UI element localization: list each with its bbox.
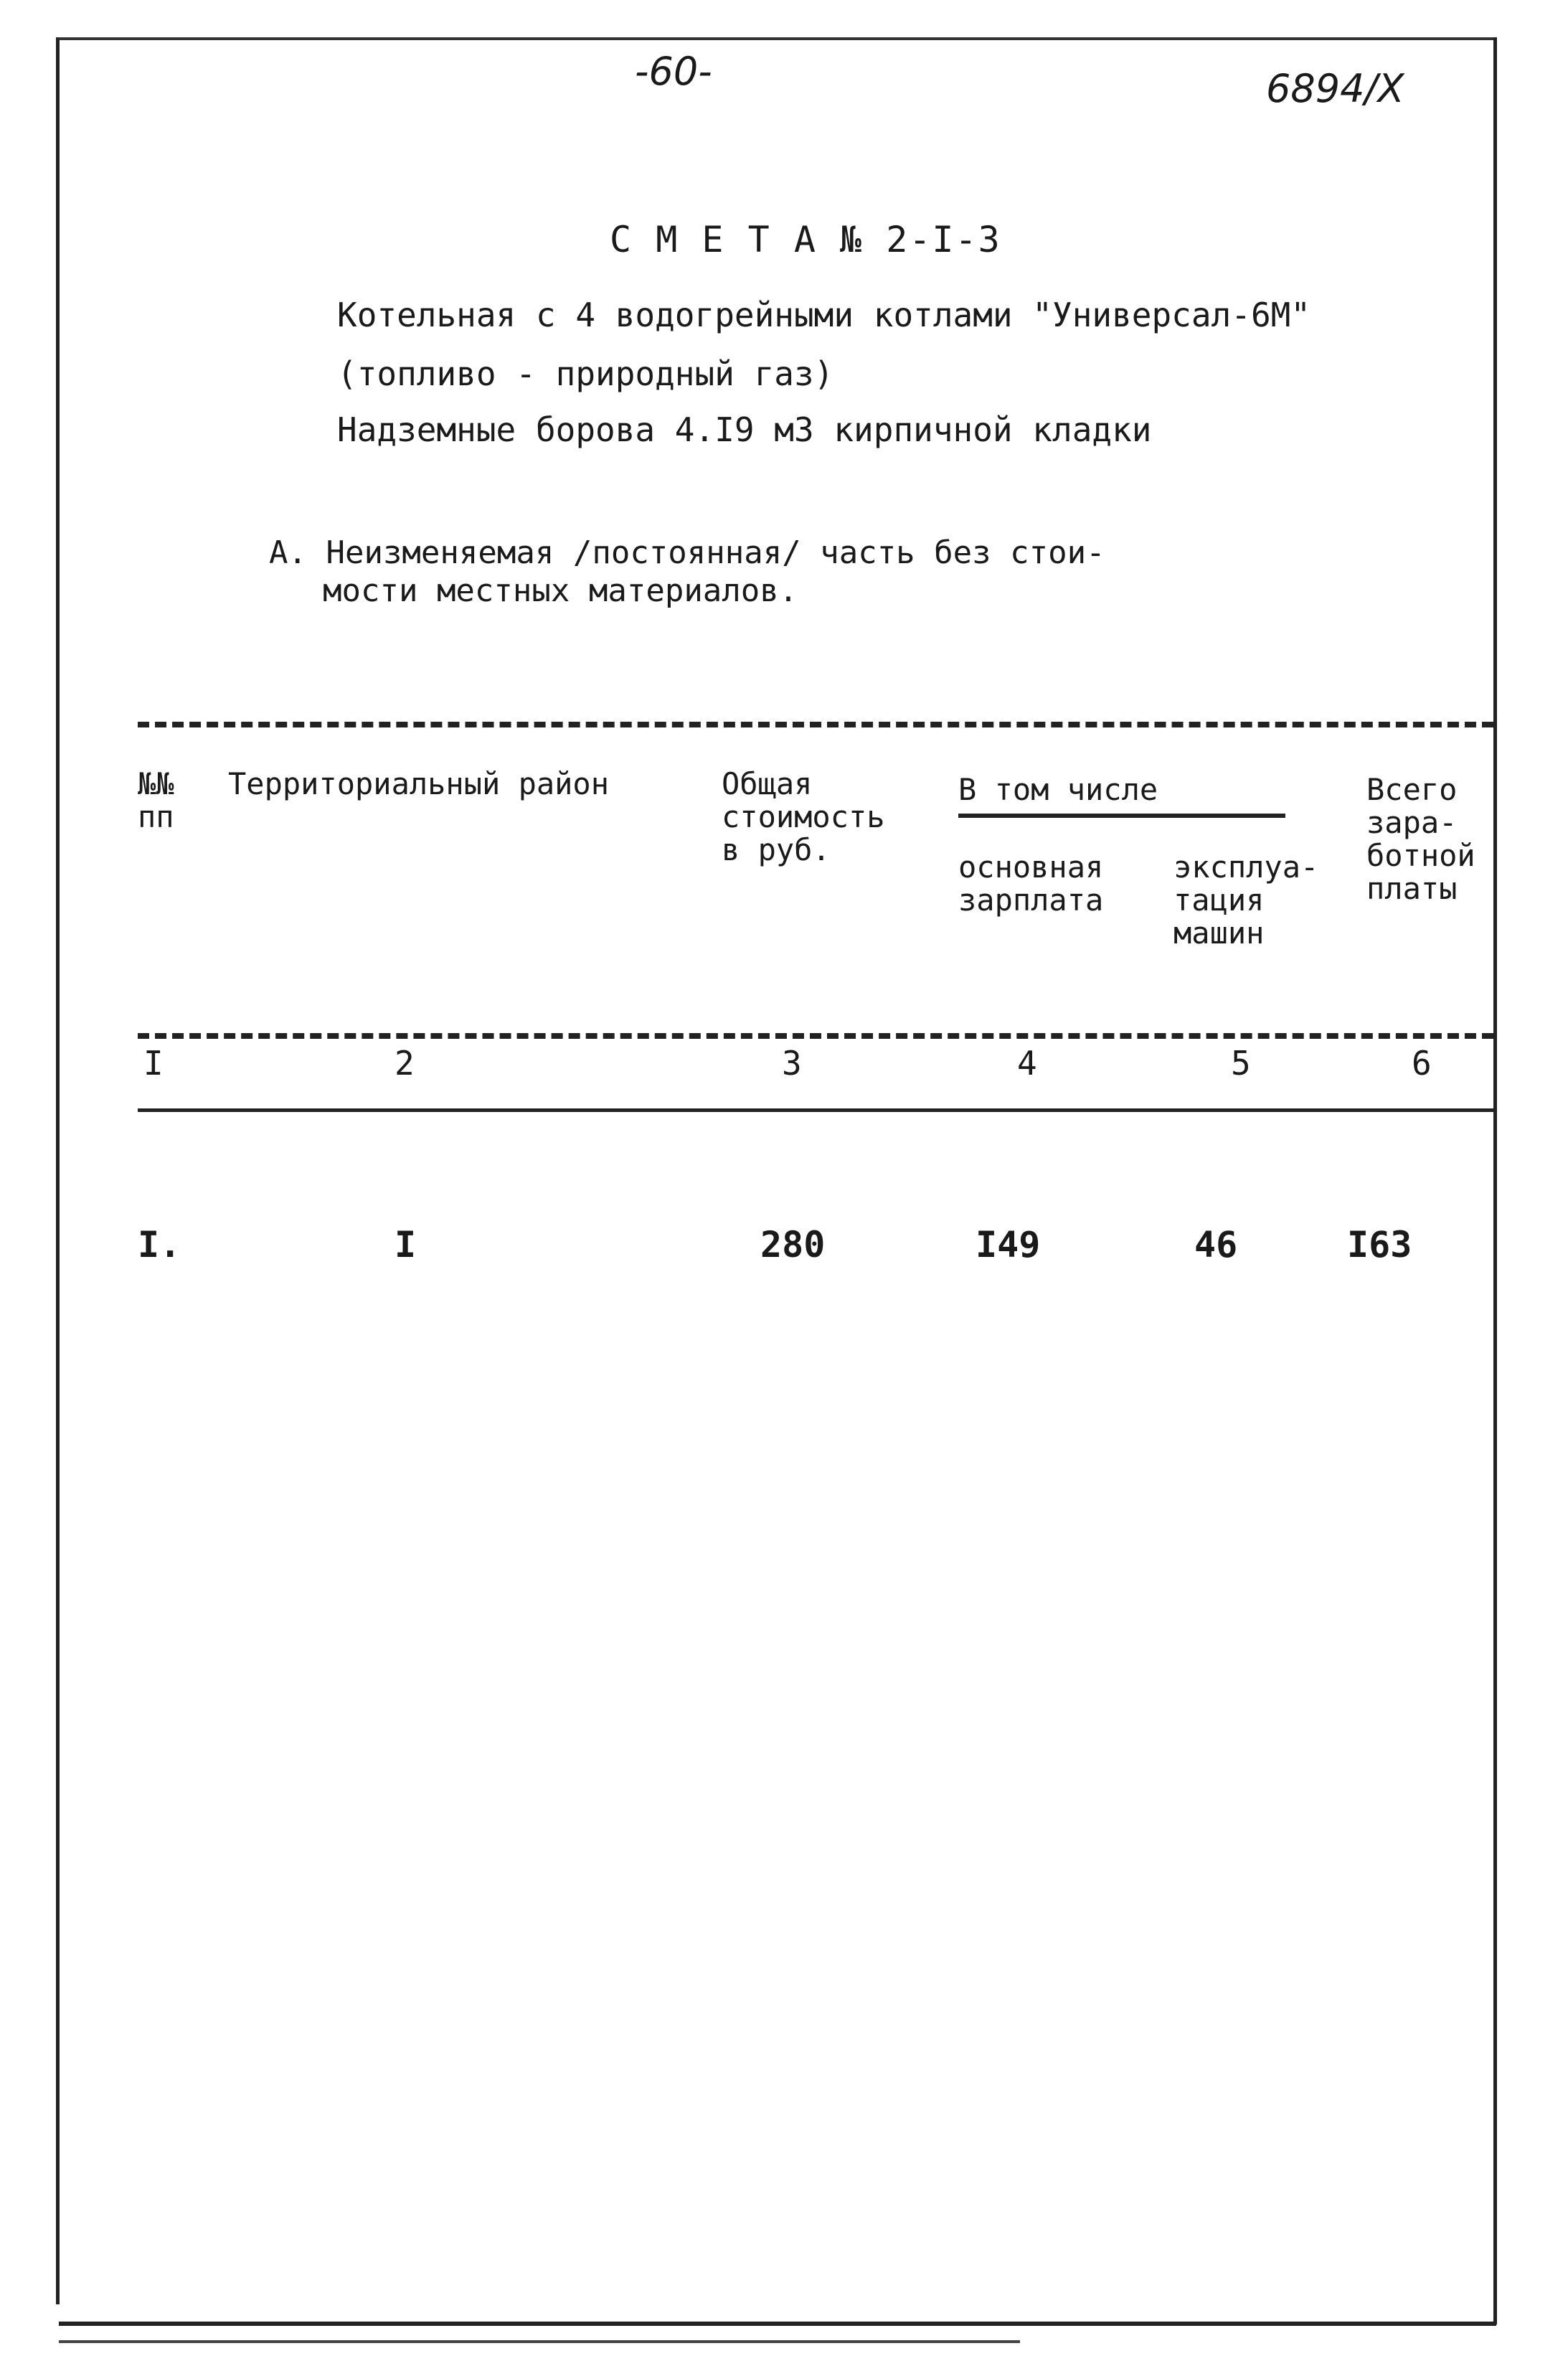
header-machine-operation: эксплуа- тация машин [1173, 849, 1319, 951]
subtitle-line-2: (топливо - природный газ) [337, 354, 834, 393]
header-bottom-rule [138, 1033, 1493, 1039]
section-a-heading-continued: мости местных материалов. [323, 572, 798, 609]
header-row-number: №№ пп [138, 766, 174, 834]
header-base-salary: основная зарплата [958, 849, 1104, 918]
page-number: -60- [635, 49, 712, 94]
header-total-wages: Всего зара- ботной платы [1366, 772, 1475, 906]
subtitle-line-1: Котельная с 4 водогрейными котлами "Универсал-6М" [337, 296, 1311, 334]
page-frame-right [1493, 37, 1497, 2324]
column-number-6: 6 [1412, 1044, 1432, 1083]
archive-number: 6894/X [1266, 66, 1404, 111]
column-number-1: I [143, 1044, 164, 1083]
header-including-group: В том числе [958, 772, 1158, 807]
row-1-total-cost: 280 [760, 1224, 826, 1266]
header-group-underline [958, 814, 1285, 818]
page-frame-bottom [59, 2322, 1496, 2326]
column-number-4: 4 [1017, 1044, 1037, 1083]
subtitle-line-3: Надземные борова 4.I9 м3 кирпичной кладки [337, 410, 1152, 449]
table-top-rule [138, 722, 1493, 727]
column-number-3: 3 [782, 1044, 802, 1083]
column-number-2: 2 [395, 1044, 415, 1083]
column-number-5: 5 [1231, 1044, 1251, 1083]
row-1-district: I [395, 1224, 417, 1266]
row-1-total-wages: I63 [1347, 1224, 1412, 1266]
row-1-number: I. [138, 1224, 181, 1266]
page-frame-left [56, 37, 60, 2304]
page-frame-top [59, 37, 1493, 40]
column-numbers-bottom-rule [138, 1108, 1493, 1112]
page-frame-bottom-extra [59, 2340, 1020, 2343]
document-title: С М Е Т А № 2-I-3 [610, 219, 1001, 260]
header-territorial-district: Территориальный район [228, 766, 610, 801]
row-1-machine-operation: 46 [1194, 1224, 1238, 1266]
header-total-cost: Общая стоимость в руб. [722, 766, 885, 867]
row-1-base-salary: I49 [976, 1224, 1041, 1266]
section-a-heading: А. Неизменяемая /постоянная/ часть без стои- [269, 534, 1105, 571]
